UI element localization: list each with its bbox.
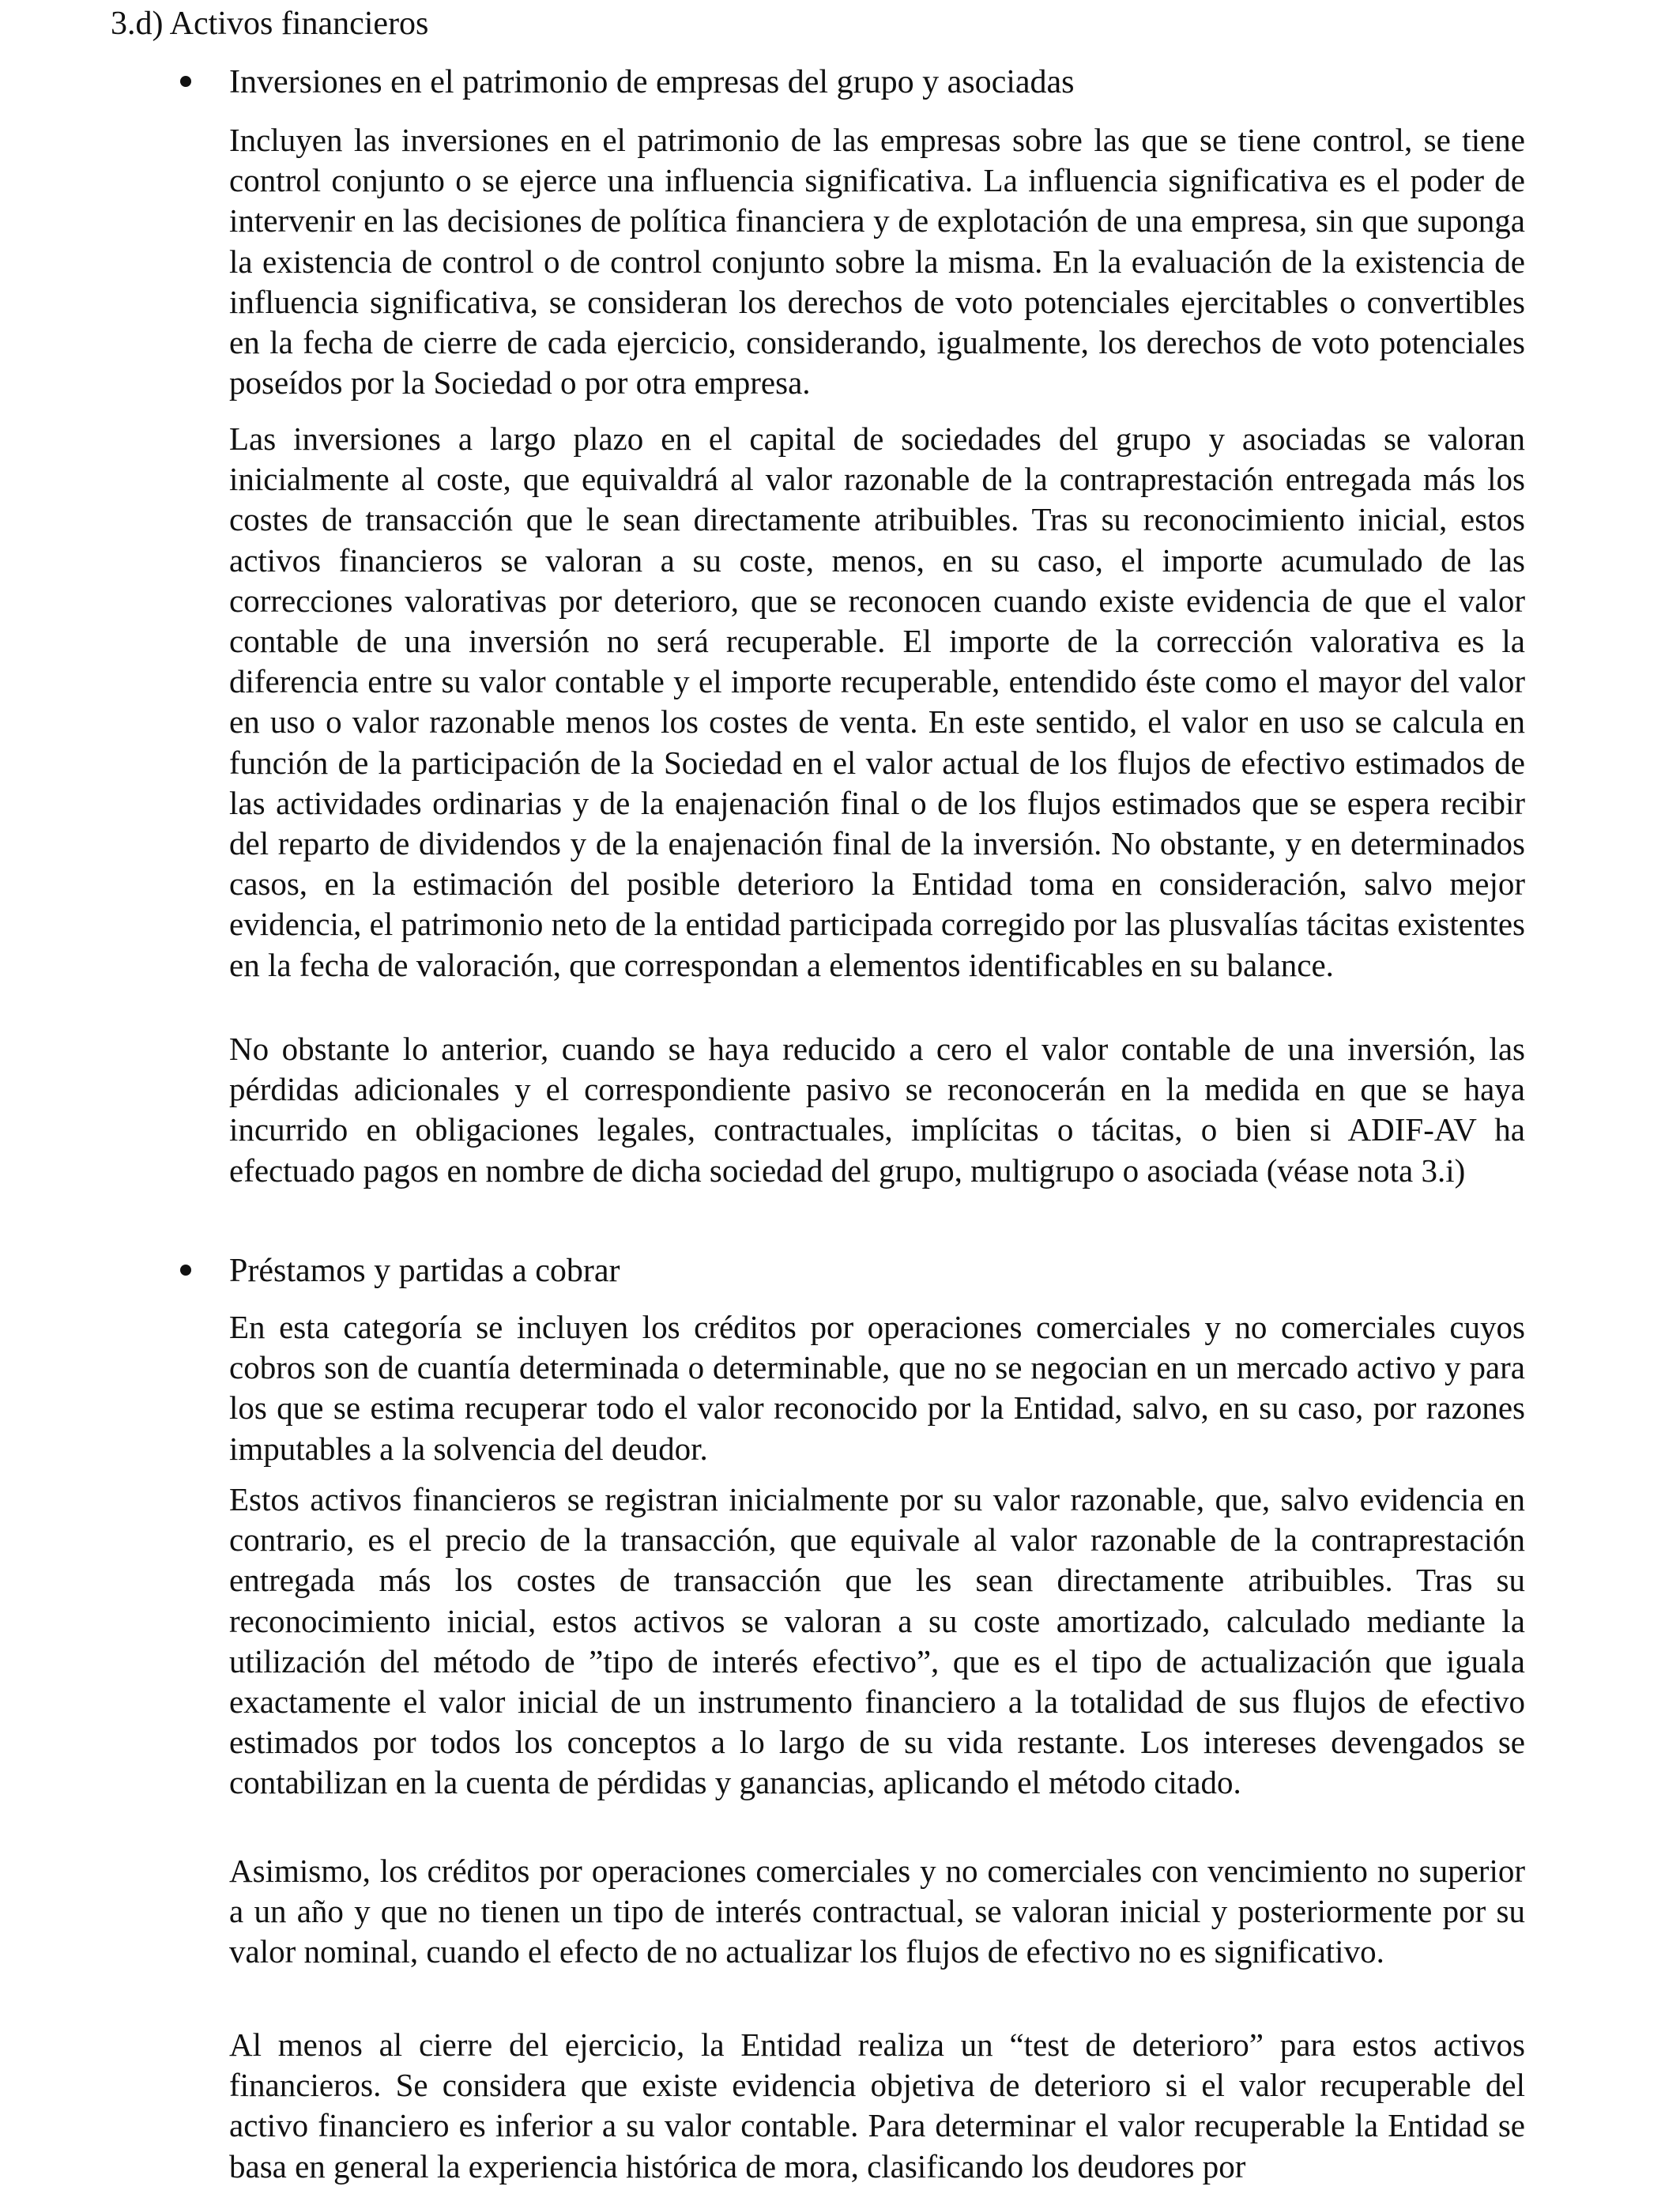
paragraph-inversiones-perdidas: No obstante lo anterior, cuando se haya reducido a cero el valor contable de una inversión, las pérdidas adicionales y el correspondiente pasivo se reconocerán en la medida en que se haya incurrido en obligaciones legales, contractuales, implícitas o tácitas, o bien si ADIF-AV ha efectuado pagos en nombre de dicha sociedad del grupo, multigrupo o asociada (véase nota 3.i) [229,1031,1525,1189]
bullet-heading-inversiones: Inversiones en el patrimonio de empresas del grupo y asociadas [229,64,1075,100]
paragraph-prestamos-vencimiento: Asimismo, los créditos por operaciones comerciales y no comerciales con vencimiento no superior a un año y que no tienen un tipo de interés contractual, se valoran inicial y posteriormente por su valor nominal, cuando el efecto de no actualizar los flujos de efectivo no es significativo. [229,1853,1525,1970]
bullet-icon [180,76,191,87]
paragraph-prestamos-registro: Estos activos financieros se registran inicialmente por su valor razonable, que, salvo evidencia en contrario, es el precio de la transacción, que equivale al valor razonable de la contraprestación entregada más los costes de transacción que les sean directamente atribuibles. Tras su reconocimiento inicial, estos activos se valoran a su coste amortizado, calculado mediante la utilización del método de ”tipo de interés efectivo”, que es el tipo de actualización que iguala exactamente el valor inicial de un instrumento financiero a la totalidad de sus flujos de efectivo estimados por todos los conceptos a lo largo de su vida restante. Los intereses devengados se contabilizan en la cuenta de pérdidas y ganancias, aplicando el método citado. [229,1481,1525,1801]
paragraph-inversiones-definicion: Incluyen las inversiones en el patrimonio de las empresas sobre las que se tiene control, se tiene control conjunto o se ejerce una influencia significativa. La influencia significativa es el poder de intervenir en las decisiones de política financiera y de explotación de una empresa, sin que suponga la existencia de control o de control conjunto sobre la misma. En la evaluación de la existencia de influencia significativa, se consideran los derechos de voto potenciales ejercitables o convertibles en la fecha de cierre de cada ejercicio, considerando, igualmente, los derechos de voto potenciales poseídos por la Sociedad o por otra empresa. [229,122,1525,401]
section-title: 3.d) Activos financieros [111,6,429,42]
bullet-icon [180,1265,191,1276]
paragraph-inversiones-valoracion: Las inversiones a largo plazo en el capital de sociedades del grupo y asociadas se valoran inicialmente al coste, que equivaldrá al valor razonable de la contraprestación entregada más los costes de transacción que le sean directamente atribuibles. Tras su reconocimiento inicial, estos activos financieros se valoran a su coste, menos, en su caso, el importe acumulado de las correcciones valorativas por deterioro, que se reconocen cuando existe evidencia de que el valor contable de una inversión no será recuperable. El importe de la corrección valorativa es la diferencia entre su valor contable y el importe recuperable, entendido éste como el mayor del valor en uso o valor razonable menos los costes de venta. En este sentido, el valor en uso se calcula en función de la participación de la Sociedad en el valor actual de los flujos de efectivo estimados de las actividades ordinarias y de la enajenación final o de los flujos estimados que se espera recibir del reparto de dividendos y de la enajenación final de la inversión. No obstante, y en determinados casos, en la estimación del posible deterioro la Entidad toma en consideración, salvo mejor evidencia, el patrimonio neto de la entidad participada corregido por las plusvalías tácitas existentes en la fecha de valoración, que correspondan a elementos identificables en su balance. [229,420,1525,983]
paragraph-prestamos-deterioro: Al menos al cierre del ejercicio, la Entidad realiza un “test de deterioro” para estos activos financieros. Se considera que existe evidencia objetiva de deterioro si el valor recuperable del activo financiero es inferior a su valor contable. Para determinar el valor recuperable la Entidad se basa en general la experiencia histórica de mora, clasificando los deudores por [229,2026,1525,2185]
paragraph-prestamos-categoria: En esta categoría se incluyen los créditos por operaciones comerciales y no comerciales cuyos cobros son de cuantía determinada o determinable, que no se negocian en un mercado activo y para los que se estima recuperar todo el valor reconocido por la Entidad, salvo, en su caso, por razones imputables a la solvencia del deudor. [229,1309,1525,1467]
bullet-heading-prestamos: Préstamos y partidas a cobrar [229,1253,620,1289]
